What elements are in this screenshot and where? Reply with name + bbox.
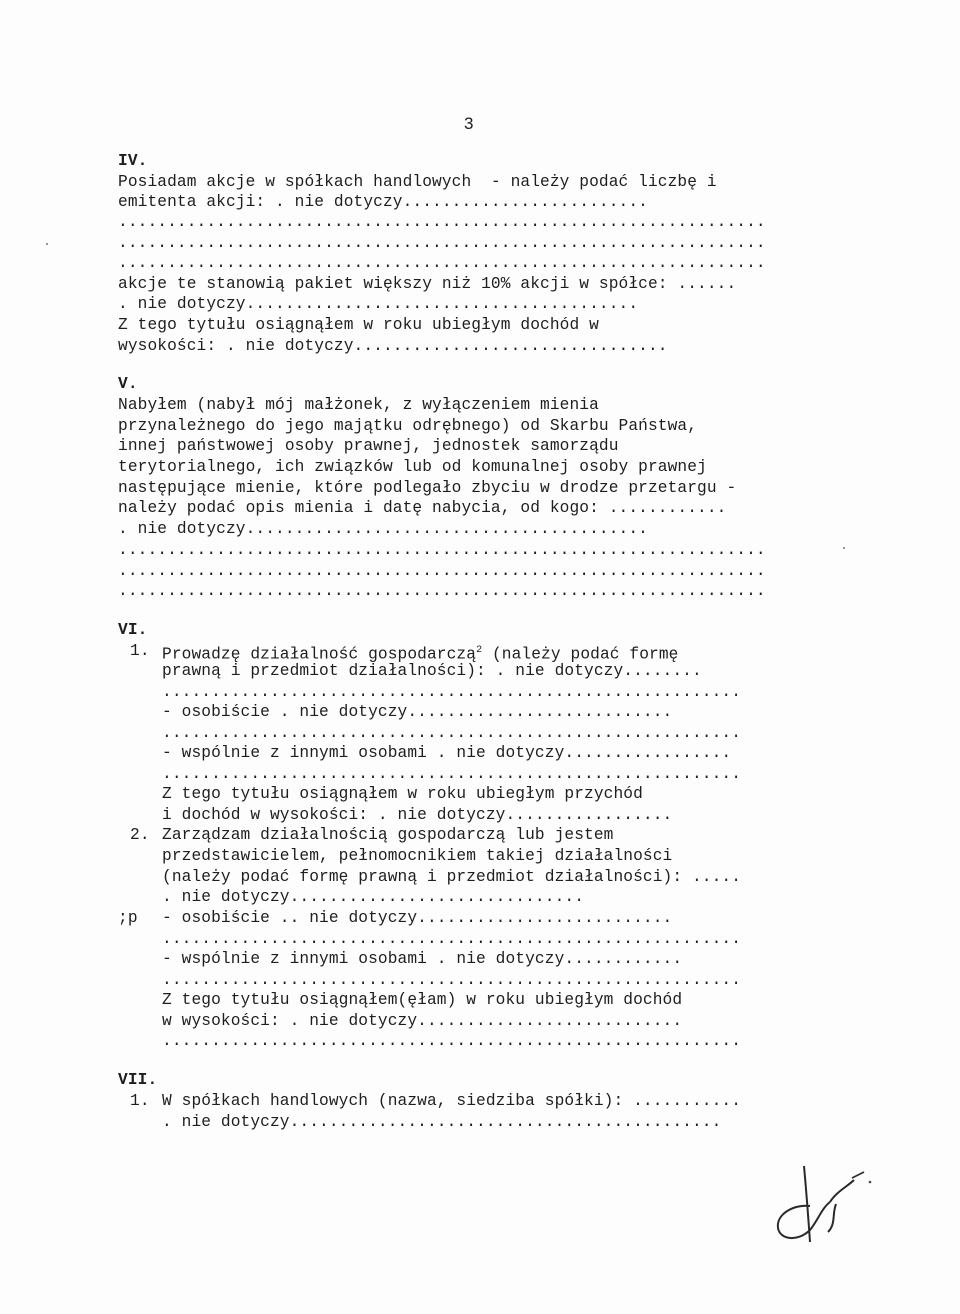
list-number: 2. bbox=[130, 826, 150, 844]
dotted-line: .................................................................. bbox=[118, 541, 766, 559]
section-vi-text: Zarządzam działalnością gospodarczą lub jestem bbox=[162, 826, 614, 844]
dotted-line: ........................................................... bbox=[162, 1032, 742, 1050]
dotted-line: .................................................................. bbox=[118, 582, 766, 600]
footnote-marker: 2 bbox=[476, 645, 483, 656]
section-vi-text: . nie dotyczy.............................. bbox=[162, 888, 585, 906]
dotted-line: ........................................................... bbox=[162, 683, 742, 701]
section-v-text: należy podać opis mienia i datę nabycia, od kogo: ............ bbox=[118, 499, 727, 517]
section-vi-text: i dochód w wysokości: . nie dotyczy................. bbox=[162, 806, 673, 824]
page-number: 3 bbox=[464, 114, 474, 133]
section-vi-text: (należy podać formę prawną i przedmiot działalności): ..... bbox=[162, 868, 742, 886]
scan-speck bbox=[46, 243, 48, 245]
section-vi-text: - wspólnie z innymi osobami . nie dotyczy................. bbox=[162, 744, 732, 762]
section-vi-text: przedstawicielem, pełnomocnikiem takiej działalności bbox=[162, 847, 673, 865]
section-iv-text: . nie dotyczy........................................ bbox=[118, 295, 639, 313]
section-vi-text: w wysokości: . nie dotyczy........................... bbox=[162, 1012, 683, 1030]
section-v-text: . nie dotyczy......................................... bbox=[118, 520, 648, 538]
section-iv-text: akcje te stanowią pakiet większy niż 10% akcji w spółce: ...... bbox=[118, 275, 737, 293]
dotted-line: ........................................................... bbox=[162, 971, 742, 989]
dotted-line: ........................................................... bbox=[162, 724, 742, 742]
section-vii-heading: VII. bbox=[118, 1071, 158, 1089]
section-v-text: Nabyłem (nabył mój małżonek, z wyłączeniem mienia bbox=[118, 396, 599, 414]
section-v-heading: V. bbox=[118, 375, 138, 393]
section-v-text: przynależnego do jego majątku odrębnego) od Skarbu Państwa, bbox=[118, 417, 698, 435]
section-iv-text: Posiadam akcje w spółkach handlowych - należy podać liczbę i bbox=[118, 173, 717, 191]
list-number: 1. bbox=[130, 642, 150, 660]
section-v-text: następujące mienie, które podlegało zbyciu w drodze przetargu - bbox=[118, 479, 737, 497]
section-vii-text: W spółkach handlowych (nazwa, siedziba spółki): ........... bbox=[162, 1092, 742, 1110]
section-iv-heading: IV. bbox=[118, 152, 148, 170]
section-iv-text: Z tego tytułu osiągnąłem w roku ubiegłym dochód w bbox=[118, 316, 599, 334]
section-v-text: terytorialnego, ich związków lub od komunalnej osoby prawnej bbox=[118, 458, 707, 476]
dotted-line: .................................................................. bbox=[118, 562, 766, 580]
margin-note: ;p bbox=[118, 909, 138, 927]
section-vi-text: - osobiście .. nie dotyczy.......................... bbox=[162, 909, 673, 927]
dotted-line: .................................................................. bbox=[118, 254, 766, 272]
section-iv-text: emitenta akcji: . nie dotyczy......................... bbox=[118, 193, 648, 211]
dotted-line: .................................................................. bbox=[118, 234, 766, 252]
section-vi-text-part: Prowadzę działalność gospodarczą bbox=[162, 645, 477, 664]
section-v-text: innej państwowej osoby prawnej, jednostek samorządu bbox=[118, 437, 619, 455]
section-vi-text: - osobiście . nie dotyczy........................... bbox=[162, 703, 673, 721]
section-vi-text: prawną i przedmiot działalności): . nie dotyczy........ bbox=[162, 662, 702, 680]
scan-speck bbox=[843, 547, 845, 549]
dotted-line: ........................................................... bbox=[162, 765, 742, 783]
section-vi-text-part: (należy podać formę bbox=[482, 645, 679, 664]
dotted-line: ........................................................... bbox=[162, 930, 742, 948]
section-vi-text: Z tego tytułu osiągnąłem w roku ubiegłym przychód bbox=[162, 785, 643, 803]
section-vii-text: . nie dotyczy............................................ bbox=[162, 1113, 722, 1131]
dotted-line: .................................................................. bbox=[118, 213, 766, 231]
handwritten-signature bbox=[766, 1158, 876, 1250]
section-iv-text: wysokości: . nie dotyczy................................ bbox=[118, 337, 668, 355]
section-vi-text: - wspólnie z innymi osobami . nie dotyczy............ bbox=[162, 950, 683, 968]
section-vi-heading: VI. bbox=[118, 621, 148, 639]
section-vi-text: Z tego tytułu osiągnąłem(ęłam) w roku ubiegłym dochód bbox=[162, 991, 683, 1009]
list-number: 1. bbox=[130, 1092, 150, 1110]
